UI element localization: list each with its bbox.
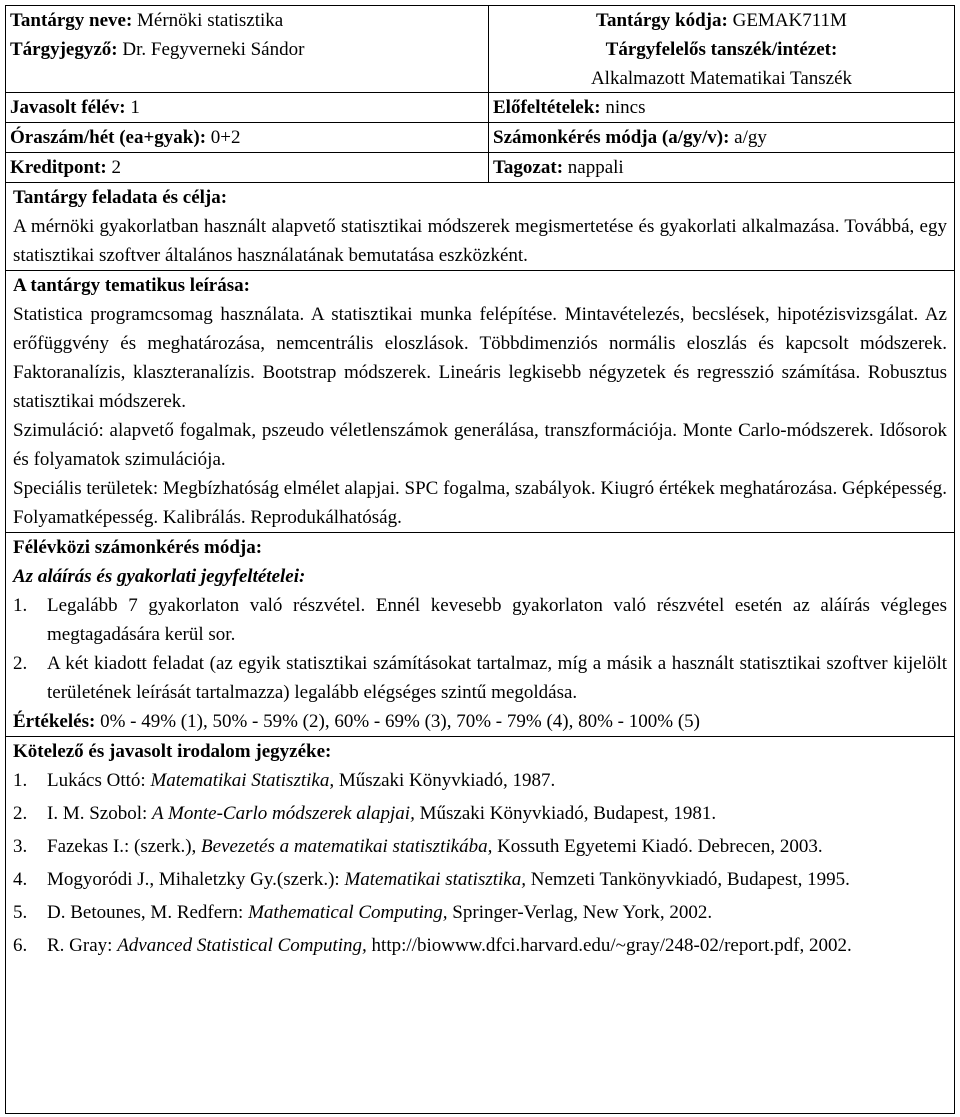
literature-url[interactable]: http://biowww.dfci.harvard.edu/~gray/248-02/report.pdf, 2002. — [371, 935, 852, 956]
midterm-item — [13, 591, 947, 649]
literature-publisher: Műszaki Könyvkiadó, 1987. — [338, 770, 556, 791]
goal-title: Tantárgy feladata és célja: — [13, 187, 228, 208]
header-row-3 — [6, 123, 954, 153]
literature-publisher: Műszaki Könyvkiadó, Budapest, 1981. — [419, 803, 717, 824]
literature-cell — [6, 737, 954, 964]
literature-item-number: 5. — [13, 902, 28, 923]
evaluation-label: Értékelés: — [13, 711, 96, 732]
semester-cell — [6, 93, 489, 122]
literature-section — [6, 737, 954, 964]
goal-section — [6, 183, 954, 271]
literature-title-italic: Mathematical Computing, — [248, 902, 448, 923]
literature-title-italic: Matematikai statisztika, — [344, 869, 526, 890]
header-row-4 — [6, 153, 954, 183]
header-row-2 — [6, 93, 954, 123]
semester-label: Javasolt félév: — [10, 97, 126, 118]
hours-label: Óraszám/hét (ea+gyak): — [10, 127, 207, 148]
credits-label: Kreditpont: — [10, 157, 107, 178]
header-row-1 — [6, 6, 954, 93]
literature-author: Mogyoródi J., Mihaletzky Gy.(szerk.): — [47, 869, 340, 890]
subject-info-cell — [6, 6, 489, 92]
evaluation-line — [13, 707, 947, 736]
description-cell — [6, 271, 954, 532]
semester: 1 — [130, 97, 140, 118]
literature-publisher: Springer-Verlag, New York, 2002. — [452, 902, 713, 923]
literature-item — [13, 865, 947, 894]
goal-cell — [6, 183, 954, 270]
subject-code: GEMAK711M — [732, 10, 847, 31]
coordinator: Dr. Fegyverneki Sándor — [122, 39, 305, 60]
course-description-document — [5, 5, 955, 1114]
coordinator-label: Tárgyjegyző: — [10, 39, 118, 60]
literature-author: Fazekas I.: (szerk.), — [47, 836, 197, 857]
hours: 0+2 — [210, 127, 241, 148]
evaluation-scale: 0% - 49% (1), 50% - 59% (2), 60% - 69% (3), 70% - 79% (4), 80% - 100% (5) — [100, 711, 700, 732]
midterm-subtitle: Az aláírás és gyakorlati jegyfeltételei: — [13, 566, 306, 587]
midterm-item-number: 2. — [13, 653, 28, 674]
subject-name: Mérnöki statisztika — [137, 10, 284, 31]
prerequisites-label: Előfeltételek: — [493, 97, 601, 118]
hours-cell — [6, 123, 489, 152]
description-paragraph-1: Statistica programcsomag használata. A statisztikai munka felépítése. Mintavételezés, becslések, hipotézisvizsgálat. Az erőfüggvény és meghatározása, nemcentrális eloszlások. Többdimenziós normális eloszlás és kapcsolt módszerek. Faktoranalízis, klaszteranalízis. Bootstrap módszerek. Lineáris legkisebb négyzetek és regresszió számítása. Robusztus statisztikai módszerek. — [13, 304, 947, 412]
literature-author: Lukács Ottó: — [47, 770, 146, 791]
literature-title: Kötelező és javasolt irodalom jegyzéke: — [13, 741, 332, 762]
literature-author: R. Gray: — [47, 935, 113, 956]
literature-item-text — [47, 766, 947, 795]
subject-code-cell — [489, 6, 954, 92]
subject-name-label: Tantárgy neve: — [10, 10, 133, 31]
literature-item-text — [47, 832, 947, 861]
goal-text: A mérnöki gyakorlatban használt alapvető statisztikai módszerek megismertetése és gyakorlati alkalmazása. Továbbá, egy statisztikai szoftver általános használatának bemutatása eszközként. — [13, 216, 947, 266]
literature-item-text — [47, 931, 947, 960]
subject-name-line — [10, 6, 484, 35]
assessment-cell — [489, 123, 954, 152]
midterm-item-number: 1. — [13, 595, 28, 616]
literature-publisher: Nemzeti Tankönyvkiadó, Budapest, 1995. — [530, 869, 850, 890]
assessment-label: Számonkérés módja (a/gy/v): — [493, 127, 730, 148]
literature-item-number: 2. — [13, 803, 28, 824]
description-title: A tantárgy tematikus leírása: — [13, 275, 250, 296]
description-paragraph-2: Szimuláció: alapvető fogalmak, pszeudo véletlenszámok generálása, transzformációja. Monte Carlo-módszerek. Idősorok és folyamatok szimulációja. — [13, 420, 947, 470]
literature-author: D. Betounes, M. Redfern: — [47, 902, 244, 923]
description-paragraph-3: Speciális területek: Megbízhatóság elmélet alapjai. SPC fogalma, szabályok. Kiugró értékek meghatározása. Gépképesség. Folyamatképesség. Kalibrálás. Reprodukálhatóság. — [13, 478, 947, 528]
credits-cell — [6, 153, 489, 182]
coordinator-line — [10, 35, 484, 64]
mode-label: Tagozat: — [493, 157, 564, 178]
literature-item-text — [47, 799, 947, 828]
prerequisites-cell — [489, 93, 954, 122]
midterm-item-text: A két kiadott feladat (az egyik statisztikai számításokat tartalmaz, míg a másik a használt statisztikai szoftver kijelölt területének leírását tartalmazza) legalább elégséges szintű megoldása. — [47, 653, 947, 703]
literature-item — [13, 799, 947, 828]
assessment: a/gy — [734, 127, 767, 148]
literature-title-italic: Advanced Statistical Computing, — [117, 935, 367, 956]
literature-item-text — [47, 898, 947, 927]
mode: nappali — [567, 157, 624, 178]
literature-publisher: Kossuth Egyetemi Kiadó. Debrecen, 2003. — [497, 836, 823, 857]
description-section — [6, 271, 954, 533]
midterm-cell — [6, 533, 954, 736]
credits: 2 — [111, 157, 122, 178]
literature-item — [13, 766, 947, 795]
midterm-title: Félévközi számonkérés módja: — [13, 537, 263, 558]
literature-item-text — [47, 865, 947, 894]
literature-author: I. M. Szobol: — [47, 803, 148, 824]
literature-item-number: 1. — [13, 770, 28, 791]
department: Alkalmazott Matematikai Tanszék — [590, 68, 853, 89]
subject-code-line — [493, 6, 950, 35]
mode-cell — [489, 153, 954, 182]
literature-item-number: 3. — [13, 836, 28, 857]
literature-item — [13, 931, 947, 960]
department-label: Tárgyfelelős tanszék/intézet: — [605, 39, 838, 60]
literature-title-italic: Matematikai Statisztika, — [150, 770, 335, 791]
subject-code-label: Tantárgy kódja: — [596, 10, 728, 31]
literature-title-italic: Bevezetés a matematikai statisztikába, — [201, 836, 493, 857]
midterm-item — [13, 649, 947, 707]
literature-item — [13, 898, 947, 927]
midterm-section — [6, 533, 954, 737]
literature-item — [13, 832, 947, 861]
literature-item-number: 4. — [13, 869, 28, 890]
prerequisites: nincs — [605, 97, 646, 118]
literature-item-number: 6. — [13, 935, 28, 956]
literature-title-italic: A Monte-Carlo módszerek alapjai, — [152, 803, 415, 824]
midterm-item-text: Legalább 7 gyakorlaton való részvétel. Ennél kevesebb gyakorlaton való részvétel esetén az aláírás végleges megtagadására kerül sor. — [47, 595, 947, 645]
